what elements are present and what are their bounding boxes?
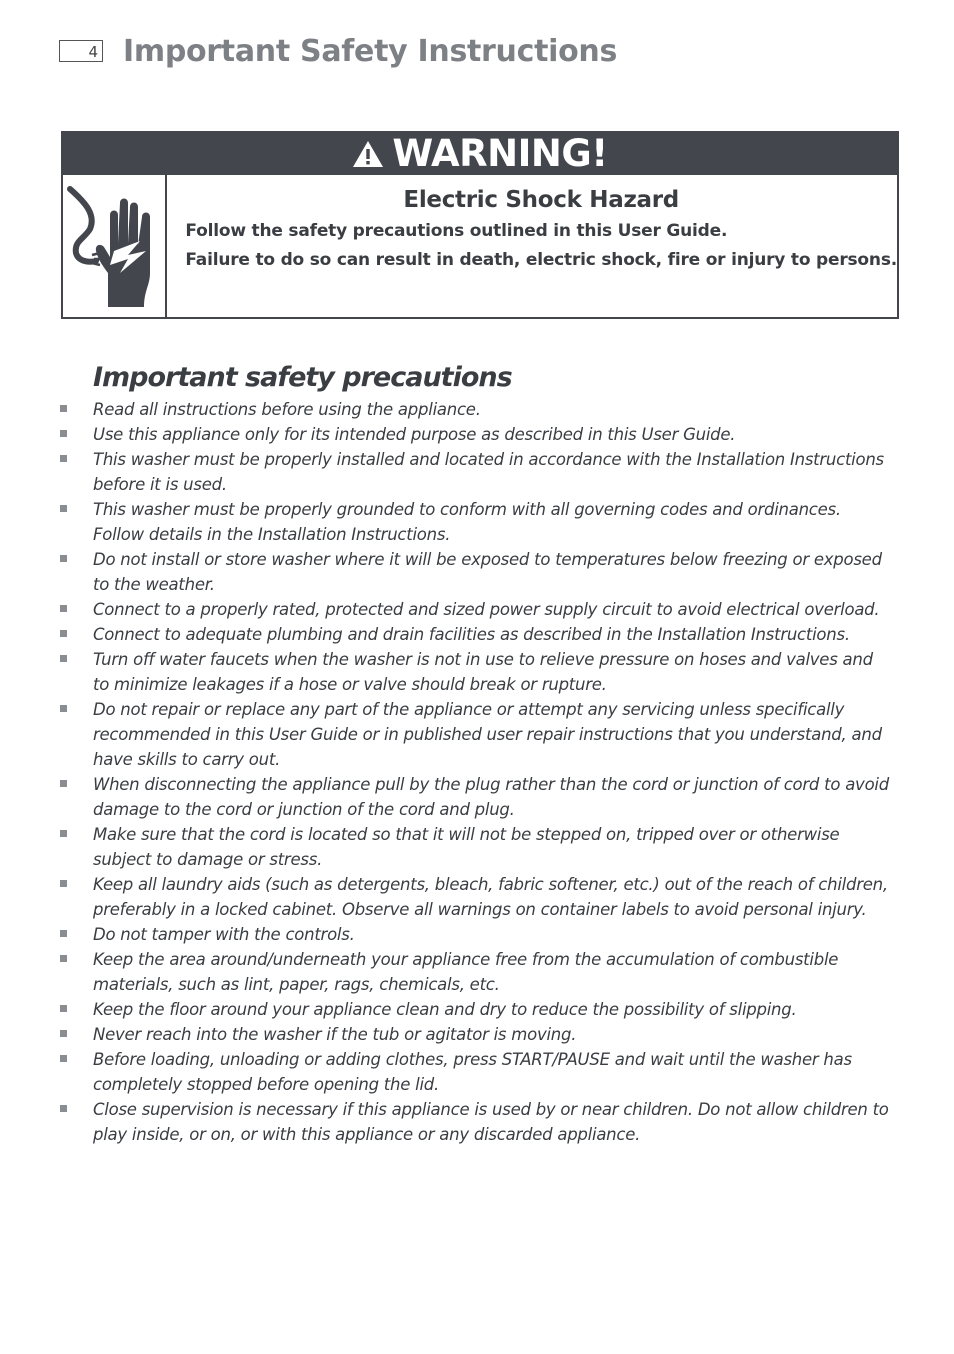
list-item [60,397,890,422]
list-item [60,597,890,622]
bullet-icon [60,555,67,562]
bullet-icon [60,455,67,462]
hazard-text [167,175,897,317]
list-item-text: Connect to a properly rated, protected and sized power supply circuit to avoid electrical overload. [93,600,880,619]
hazard-line-2: Failure to do so can result in death, electric shock, fire or injury to persons. [185,250,897,270]
list-item [60,1022,890,1047]
bullet-icon [60,830,67,837]
warning-label: WARNING! [392,132,608,175]
list-item-text: This washer must be properly installed and located in accordance with the Installation Instructions before it is used. [93,450,884,494]
list-item-text: Do not repair or replace any part of the appliance or attempt any servicing unless specifically recommended in this User Guide or in published user repair instructions that you understand, and have skills to carry out. [93,700,882,769]
bullet-icon [60,780,67,787]
bullet-icon [60,1105,67,1112]
hazard-title: Electric Shock Hazard [403,187,679,213]
list-item-text: Keep all laundry aids (such as detergents, bleach, fabric softener, etc.) out of the reach of children, preferably in a locked cabinet. Observe all warnings on container labels to avoid personal injury. [93,875,888,919]
bullet-icon [60,930,67,937]
list-item [60,622,890,647]
bullet-icon [60,505,67,512]
bullet-icon [60,630,67,637]
list-item [60,422,890,447]
list-item [60,647,890,697]
bullet-icon [60,705,67,712]
list-item-text: When disconnecting the appliance pull by the plug rather than the cord or junction of cord to avoid damage to the cord or junction of the cord and plug. [93,775,889,819]
list-item [60,1047,890,1097]
list-item [60,497,890,547]
bullet-icon [60,1005,67,1012]
list-item-text: Do not tamper with the controls. [93,925,355,944]
list-item [60,947,890,997]
bullet-icon [60,1055,67,1062]
warning-triangle-icon [352,140,384,168]
list-item-text: Turn off water faucets when the washer is not in use to relieve pressure on hoses and valves and to minimize leakages if a hose or valve should break or rupture. [93,650,873,694]
bullet-icon [60,405,67,412]
bullet-icon [60,1030,67,1037]
bullet-icon [60,605,67,612]
list-item [60,447,890,497]
bullet-icon [60,655,67,662]
hazard-icon-cell [63,175,167,317]
list-item-text: Use this appliance only for its intended purpose as described in this User Guide. [93,425,736,444]
list-item [60,1097,890,1147]
list-item [60,997,890,1022]
bullet-icon [60,880,67,887]
list-item-text: Do not install or store washer where it will be exposed to temperatures below freezing or exposed to the weather. [93,550,882,594]
list-item-text: Keep the area around/underneath your appliance free from the accumulation of combustible materials, such as lint, paper, rags, chemicals, etc. [93,950,839,994]
list-item [60,822,890,872]
list-item-text: Close supervision is necessary if this appliance is used by or near children. Do not allow children to play inside, or on, or with this appliance or any discarded appliance. [93,1100,889,1144]
hazard-line-1: Follow the safety precautions outlined in this User Guide. [185,221,728,241]
list-item-text: This washer must be properly grounded to conform with all governing codes and ordinances. Follow details in the Installation Instructions. [93,500,841,544]
warning-box [61,131,899,319]
list-item-text: Keep the floor around your appliance clean and dry to reduce the possibility of slipping. [93,1000,797,1019]
bullet-icon [60,430,67,437]
page-number: 4 [59,40,103,62]
bullet-icon [60,955,67,962]
list-item [60,872,890,922]
electric-shock-hand-icon [64,181,164,311]
list-item [60,772,890,822]
page-title: Important Safety Instructions [123,34,618,69]
list-item-text: Before loading, unloading or adding clothes, press START/PAUSE and wait until the washer has completely stopped before opening the lid. [93,1050,852,1094]
list-item-text: Connect to adequate plumbing and drain facilities as described in the Installation Instructions. [93,625,850,644]
list-item-text: Never reach into the washer if the tub or agitator is moving. [93,1025,577,1044]
list-item [60,547,890,597]
list-item [60,922,890,947]
warning-body [63,175,897,317]
warning-header [63,133,897,175]
precautions-title: Important safety precautions [93,362,512,393]
list-item-text: Make sure that the cord is located so that it will not be stepped on, tripped over or otherwise subject to damage or stress. [93,825,840,869]
list-item [60,697,890,772]
precautions-list [60,397,890,1147]
list-item-text: Read all instructions before using the appliance. [93,400,481,419]
